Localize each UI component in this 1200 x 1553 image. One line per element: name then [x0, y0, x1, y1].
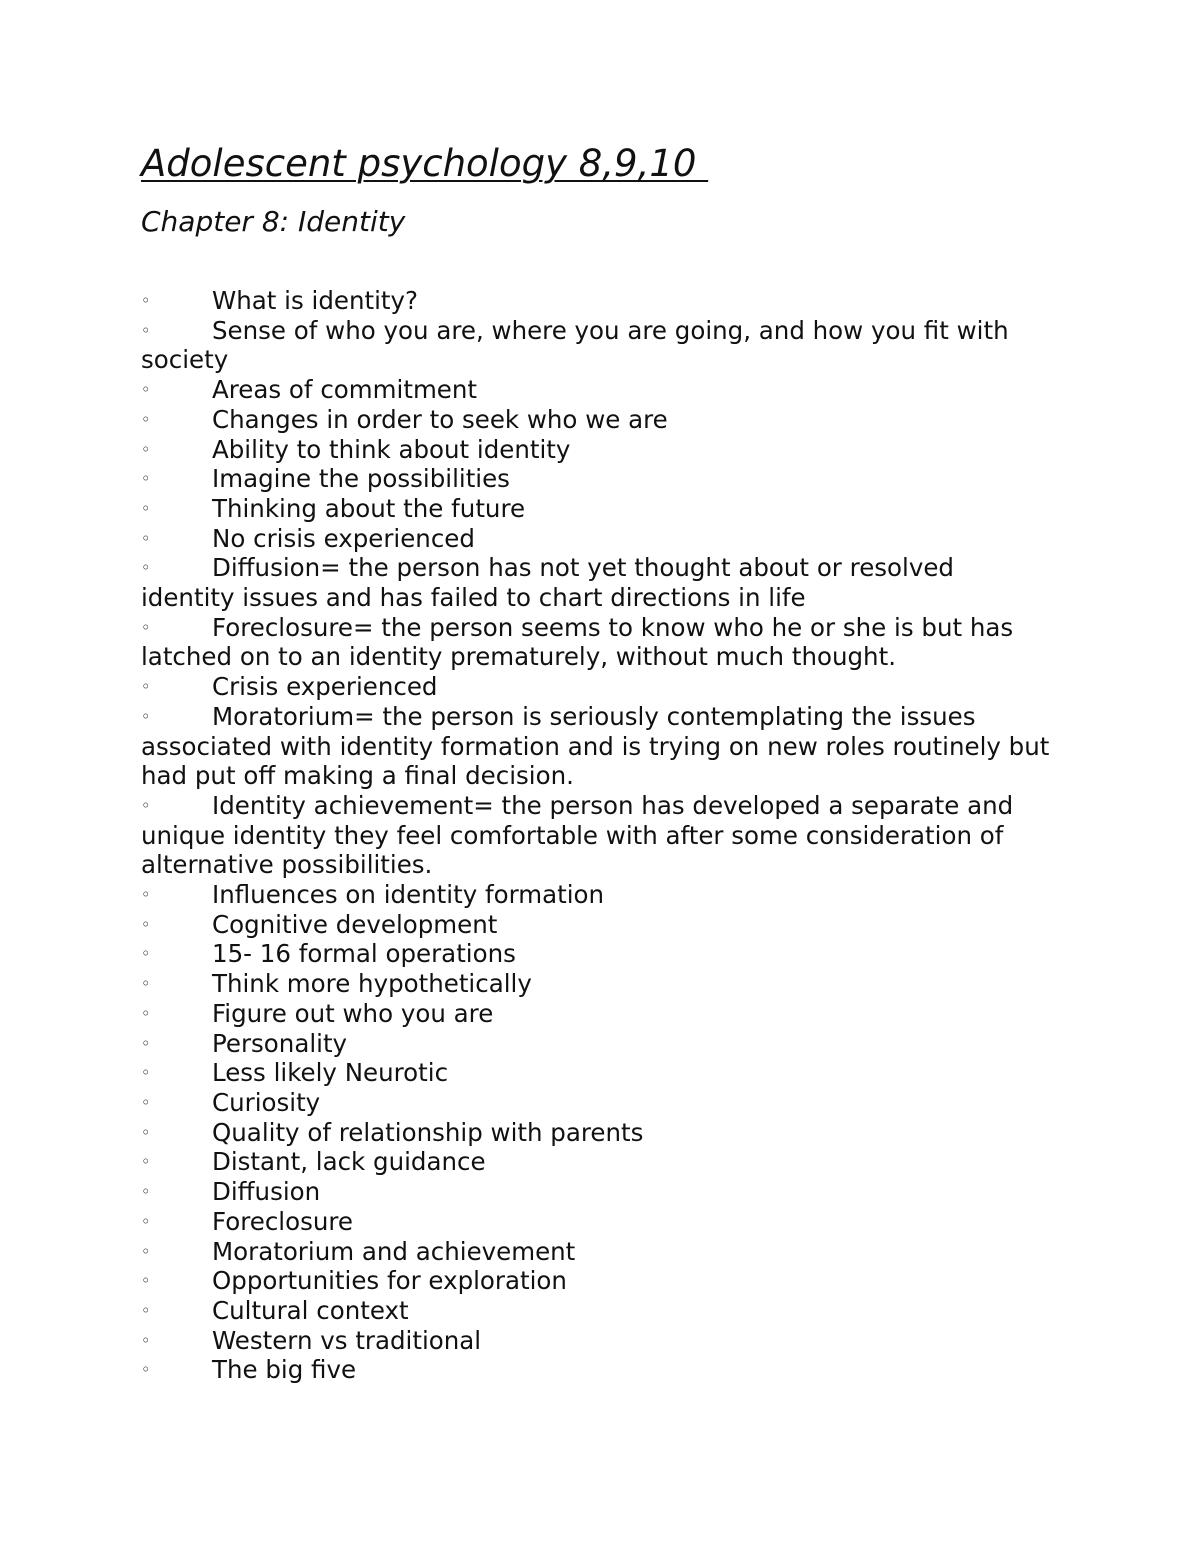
bullet-icon: ◦ — [141, 914, 151, 934]
bullet-icon: ◦ — [141, 439, 151, 459]
list-item — [141, 405, 1051, 435]
list-item-text: The big five — [212, 1355, 357, 1385]
list-item — [141, 316, 1051, 375]
list-item — [141, 1207, 1051, 1237]
bullet-icon: ◦ — [141, 1003, 151, 1023]
list-item-text: Foreclosure= the person seems to know who he or she is but has latched on to an identity prematurely, without much thought. — [141, 612, 1014, 672]
bullet-icon: ◦ — [141, 1092, 151, 1112]
notes-list — [141, 286, 1051, 1385]
bullet-icon: ◦ — [141, 944, 151, 964]
bullet-icon: ◦ — [141, 558, 151, 578]
list-item-text: Western vs traditional — [212, 1325, 482, 1355]
bullet-icon: ◦ — [141, 1330, 151, 1350]
list-item-text: Think more hypothetically — [212, 969, 532, 999]
bullet-icon: ◦ — [141, 795, 151, 815]
bullet-icon: ◦ — [141, 320, 151, 340]
list-item — [141, 1058, 1051, 1088]
list-item-text: Diffusion= the person has not yet thought about or resolved identity issues and has failed to chart directions in life — [141, 553, 954, 613]
list-item-text: Cultural context — [212, 1295, 409, 1325]
bullet-icon: ◦ — [141, 1271, 151, 1291]
document-page — [141, 138, 1051, 1385]
list-item-text: Diffusion — [212, 1177, 321, 1207]
list-item — [141, 464, 1051, 494]
list-item-text: Moratorium= the person is seriously contemplating the issues associated with identity formation and is trying on new roles routinely but had put off making a final decision. — [141, 701, 1050, 791]
list-item-text: Distant, lack guidance — [212, 1147, 486, 1177]
bullet-icon: ◦ — [141, 885, 151, 905]
list-item — [141, 553, 1051, 612]
bullet-icon: ◦ — [141, 469, 151, 489]
document-title: Adolescent psychology 8,9,10 — [141, 142, 709, 185]
chapter-heading: Chapter 8: Identity — [141, 205, 406, 238]
list-item-text: 15- 16 formal operations — [212, 939, 516, 969]
list-item — [141, 1237, 1051, 1267]
list-item-text: Ability to think about identity — [212, 434, 571, 464]
list-item-text: Figure out who you are — [212, 998, 494, 1028]
list-item-text: Personality — [212, 1028, 348, 1058]
list-item-text: Curiosity — [212, 1087, 321, 1117]
list-item — [141, 613, 1051, 672]
list-item — [141, 435, 1051, 465]
list-item — [141, 999, 1051, 1029]
bullet-icon: ◦ — [141, 1300, 151, 1320]
list-item-text: What is identity? — [212, 286, 419, 315]
list-item — [141, 672, 1051, 702]
list-item — [141, 1029, 1051, 1059]
list-item-text: Identity achievement= the person has developed a separate and unique identity they feel comfortable with after some consideration of alternative possibilities. — [141, 790, 1014, 880]
bullet-icon: ◦ — [141, 1122, 151, 1142]
bullet-icon: ◦ — [141, 409, 151, 429]
bullet-icon: ◦ — [141, 1152, 151, 1172]
bullet-icon: ◦ — [141, 1211, 151, 1231]
list-item — [141, 880, 1051, 910]
list-item — [141, 702, 1051, 791]
list-item-text: Changes in order to seek who we are — [212, 404, 668, 434]
list-item-text: Thinking about the future — [212, 493, 526, 523]
bullet-icon: ◦ — [141, 1182, 151, 1202]
list-item-text: No crisis experienced — [212, 523, 475, 553]
list-item-text: Quality of relationship with parents — [212, 1117, 644, 1147]
list-item-text: Cognitive development — [212, 909, 498, 939]
bullet-icon: ◦ — [141, 380, 151, 400]
list-item — [141, 286, 1051, 316]
list-item — [141, 524, 1051, 554]
list-item-text: Moratorium and achievement — [212, 1236, 576, 1266]
bullet-icon: ◦ — [141, 498, 151, 518]
list-item — [141, 494, 1051, 524]
bullet-icon: ◦ — [141, 974, 151, 994]
list-item — [141, 1088, 1051, 1118]
list-item-text: Sense of who you are, where you are going, and how you fit with society — [141, 315, 1009, 375]
list-item — [141, 1296, 1051, 1326]
list-item — [141, 1355, 1051, 1385]
list-item-text: Foreclosure — [212, 1206, 353, 1236]
list-item — [141, 1266, 1051, 1296]
list-item-text: Imagine the possibilities — [212, 464, 510, 494]
bullet-icon: ◦ — [141, 291, 151, 310]
list-item-text: Less likely Neurotic — [212, 1058, 449, 1088]
bullet-icon: ◦ — [141, 677, 151, 697]
bullet-icon: ◦ — [141, 1063, 151, 1083]
bullet-icon: ◦ — [141, 528, 151, 548]
list-item — [141, 791, 1051, 880]
bullet-icon: ◦ — [141, 1360, 151, 1380]
bullet-icon: ◦ — [141, 1241, 151, 1261]
list-item — [141, 969, 1051, 999]
list-item-text: Crisis experienced — [212, 672, 438, 702]
list-item — [141, 1326, 1051, 1356]
bullet-icon: ◦ — [141, 1033, 151, 1053]
bullet-icon: ◦ — [141, 617, 151, 637]
list-item — [141, 1118, 1051, 1148]
list-item-text: Opportunities for exploration — [212, 1266, 567, 1296]
list-item-text: Areas of commitment — [212, 375, 478, 405]
list-item — [141, 939, 1051, 969]
list-item — [141, 1177, 1051, 1207]
list-item — [141, 375, 1051, 405]
list-item — [141, 910, 1051, 940]
bullet-icon: ◦ — [141, 706, 151, 726]
list-item-text: Influences on identity formation — [212, 880, 605, 910]
list-item — [141, 1147, 1051, 1177]
